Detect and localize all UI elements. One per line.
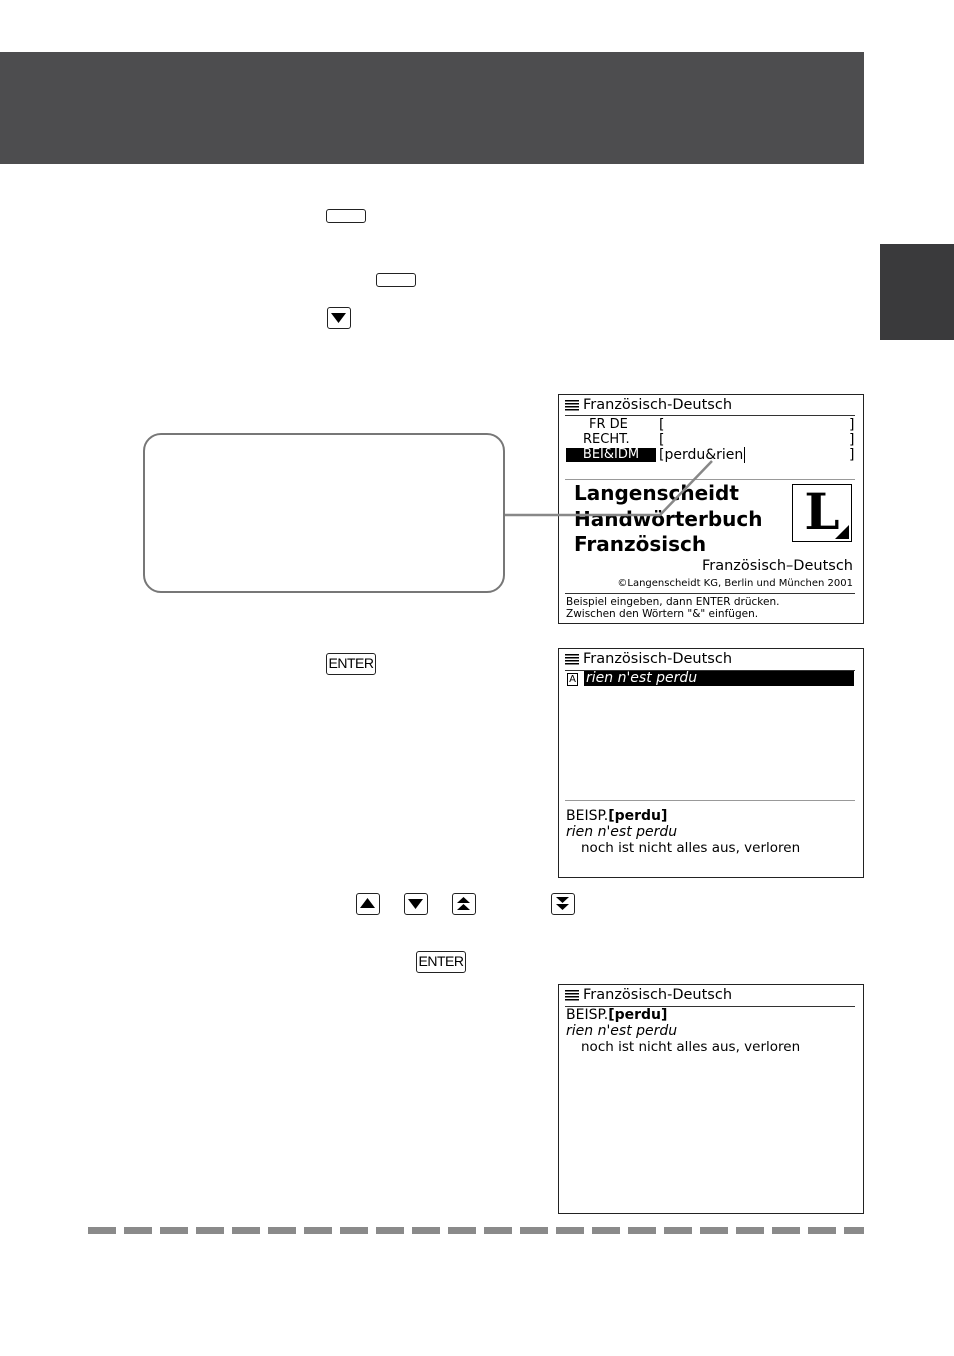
entry-translation: noch ist nicht alles aus, verloren bbox=[581, 1039, 801, 1055]
field-label-fr-de: FR DE bbox=[589, 417, 628, 432]
screen-title bbox=[565, 651, 732, 667]
screen-title-text: Französisch-Deutsch bbox=[583, 397, 733, 413]
callout-box bbox=[143, 433, 505, 593]
preview-translation: noch ist nicht alles aus, verloren bbox=[581, 840, 801, 856]
menu-icon bbox=[565, 990, 579, 1001]
preview-divider bbox=[565, 800, 855, 801]
result-item-selected[interactable]: rien n'est perdu bbox=[584, 671, 854, 686]
blank-key-icon-2 bbox=[376, 273, 416, 287]
enter-key-icon: ENTER bbox=[326, 653, 376, 675]
up-arrow-key-icon bbox=[356, 893, 380, 915]
page-up-key-icon bbox=[452, 893, 476, 915]
field-input-fr-de[interactable]: [ bbox=[659, 417, 665, 433]
screen-results bbox=[558, 648, 864, 878]
page-down-key-icon bbox=[551, 893, 575, 915]
blank-key-icon bbox=[326, 209, 366, 223]
brand-line-1: Langenscheidt bbox=[574, 481, 739, 505]
langenscheidt-logo: L bbox=[792, 484, 852, 542]
preview-head: BEISP.[perdu] bbox=[566, 808, 668, 824]
header-band bbox=[0, 52, 864, 164]
entry-head: BEISP.[perdu] bbox=[566, 1007, 668, 1023]
field-bracket-end-3: ] bbox=[849, 447, 855, 463]
menu-icon bbox=[565, 654, 579, 665]
menu-icon bbox=[565, 400, 579, 411]
screen-title bbox=[565, 987, 732, 1003]
enter-key-icon-2: ENTER bbox=[416, 951, 466, 973]
dashed-separator bbox=[88, 1227, 864, 1234]
hint-divider bbox=[565, 593, 855, 594]
down-arrow-key-icon-2 bbox=[404, 893, 428, 915]
screen-title-text: Französisch-Deutsch bbox=[583, 987, 733, 1003]
entry-phrase: rien n'est perdu bbox=[566, 1023, 678, 1039]
title-divider bbox=[565, 415, 855, 416]
brand-line-2: Handwörterbuch bbox=[574, 506, 763, 531]
chapter-tab bbox=[880, 244, 954, 340]
screen-entry bbox=[558, 984, 864, 1214]
field-label-bei-idm: BEI&IDM bbox=[566, 448, 656, 462]
screen-title bbox=[565, 397, 732, 413]
field-input-recht[interactable]: [ bbox=[659, 432, 665, 448]
field-label-recht: RECHT. bbox=[583, 432, 630, 447]
callout-connector bbox=[500, 455, 720, 525]
field-bracket-end: ] bbox=[849, 417, 855, 433]
down-arrow-key-icon bbox=[327, 307, 351, 329]
field-bracket-end-2: ] bbox=[849, 432, 855, 448]
field-input-bei-idm[interactable]: [perdu&rien bbox=[659, 447, 744, 463]
dictionary-subtitle: Französisch–Deutsch bbox=[701, 558, 853, 574]
hint-text: Beispiel eingeben, dann ENTER drücken. Zwischen den Wörtern "&" einfügen. bbox=[566, 596, 780, 620]
copyright: ©Langenscheidt KG, Berlin und München 2001 bbox=[617, 578, 853, 589]
result-marker: A bbox=[567, 673, 578, 686]
brand-line-3: Französisch bbox=[574, 532, 707, 556]
text-cursor bbox=[744, 447, 745, 463]
screen-title-text: Französisch-Deutsch bbox=[583, 651, 733, 667]
preview-phrase: rien n'est perdu bbox=[566, 824, 678, 840]
field-value-bei-idm: perdu&rien bbox=[664, 447, 744, 463]
